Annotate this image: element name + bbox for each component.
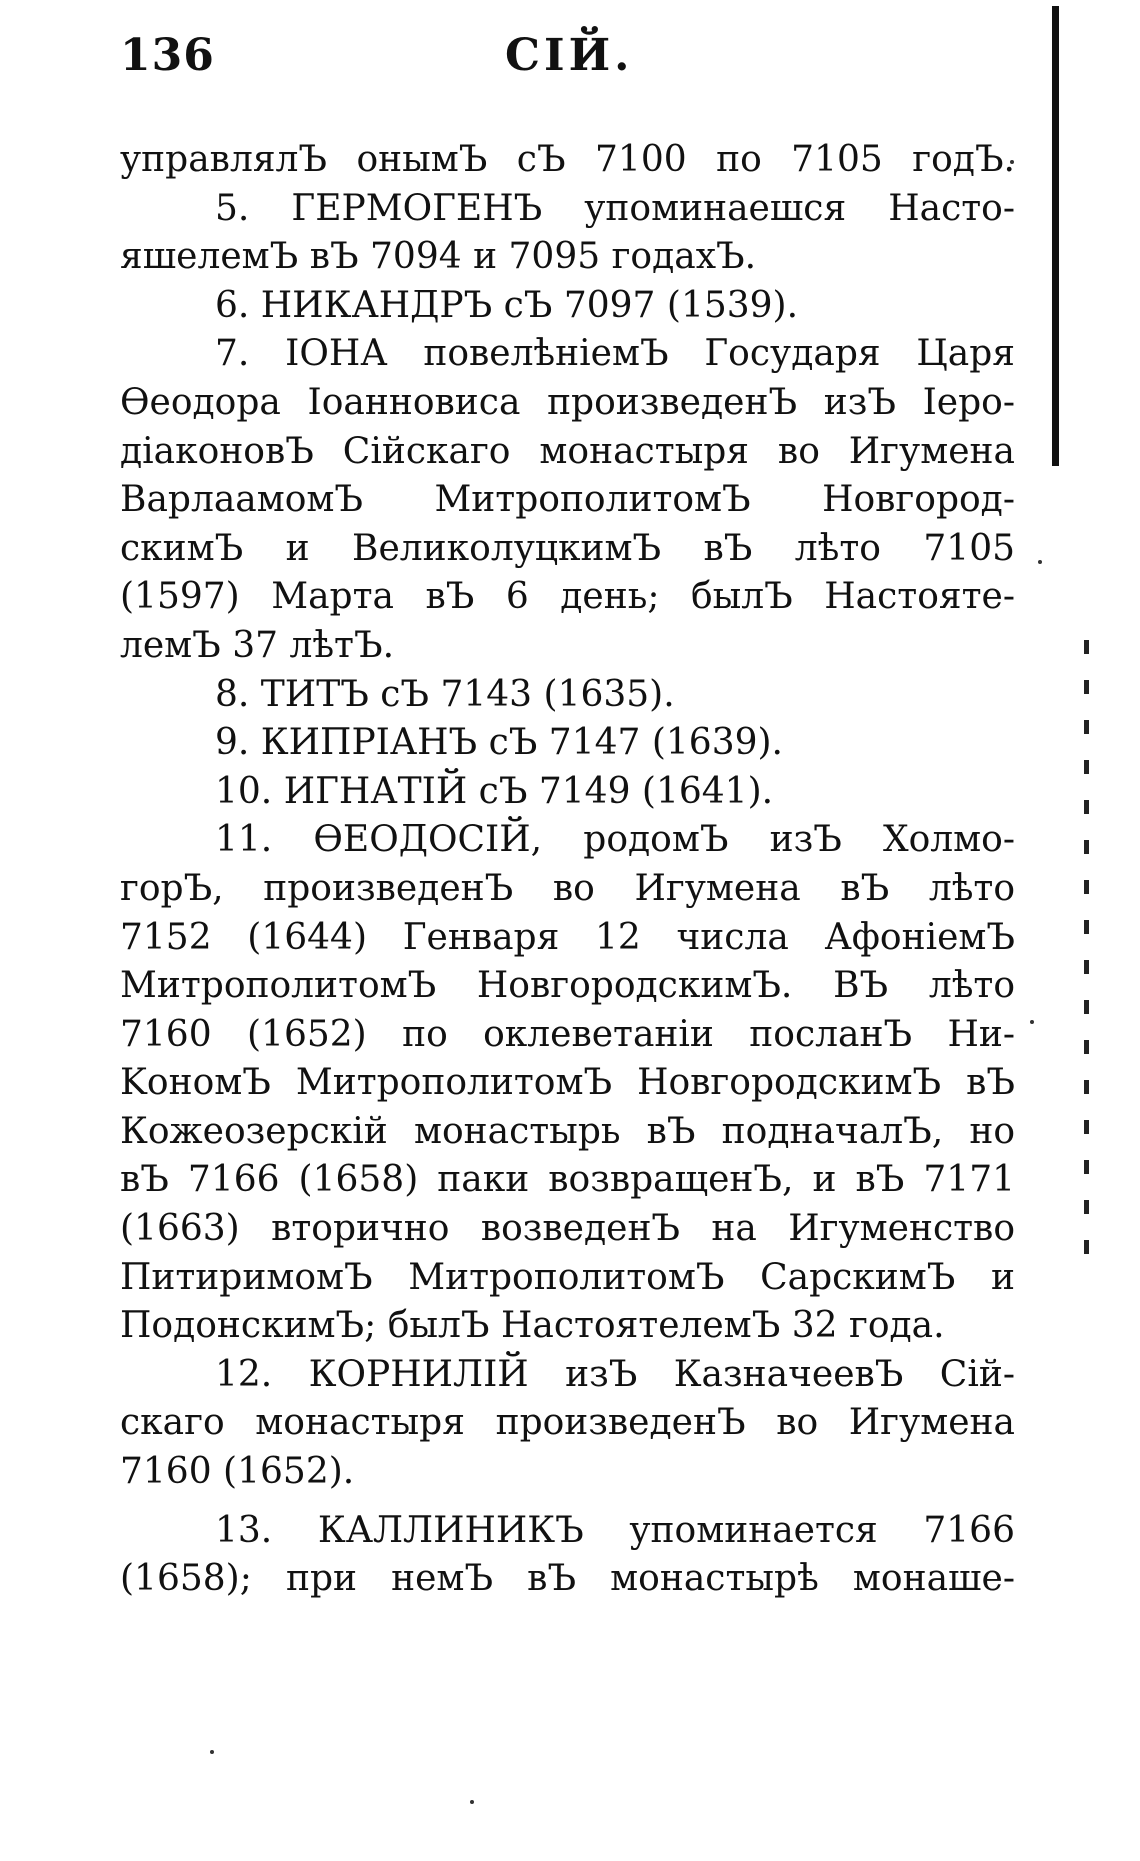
text-line: 7160 (1652) по оклеветаніи посланЪ Ни- bbox=[120, 1013, 1015, 1055]
text-line: ВарлаамомЪ МитрополитомЪ Новгород- bbox=[120, 479, 1015, 521]
text-line: лемЪ 37 лѣтЪ. bbox=[120, 624, 395, 666]
page-header bbox=[120, 30, 1020, 100]
text-line: 7. ІОНА повелѣніемЪ Государя Царя bbox=[215, 333, 1015, 375]
text-line: Кожеозерскій монастырь вЪ подначалЪ, но bbox=[120, 1110, 1015, 1152]
page-number: 136 bbox=[120, 30, 215, 81]
text-line: 7160 (1652). bbox=[120, 1451, 355, 1493]
scan-speck bbox=[1038, 560, 1042, 564]
text-line: (1597) Марта вЪ 6 день; былЪ Настояте- bbox=[120, 576, 1015, 618]
scan-speck bbox=[1030, 1020, 1034, 1024]
text-line: ПитиримомЪ МитрополитомЪ СарскимЪ и bbox=[120, 1256, 1015, 1298]
scan-speck bbox=[210, 1750, 214, 1754]
text-line: 13. КАЛЛИНИКЪ упоминается 7166 bbox=[215, 1509, 1015, 1551]
text-line: (1658); при немЪ вЪ монастырѣ монаше- bbox=[120, 1558, 1015, 1600]
text-line: горЪ, произведенЪ во Игумена вЪ лѣто bbox=[120, 867, 1015, 909]
scan-edge-shadow bbox=[1052, 6, 1059, 466]
text-line: скимЪ и ВеликолуцкимЪ вЪ лѣто 7105 bbox=[120, 527, 1015, 569]
text-line: 9. КИПРІАНЪ сЪ 7147 (1639). bbox=[215, 722, 784, 764]
text-line: 12. КОРНИЛІЙ изЪ КазначеевЪ Сій- bbox=[215, 1353, 1015, 1395]
text-line: МитрополитомЪ НовгородскимЪ. ВЪ лѣто bbox=[120, 965, 1015, 1007]
scan-speck bbox=[470, 1800, 474, 1804]
text-line: 7152 (1644) Генваря 12 числа АфоніемЪ bbox=[120, 916, 1015, 958]
paragraph-gap bbox=[120, 1497, 1015, 1507]
text-line: 6. НИКАНДРЪ сЪ 7097 (1539). bbox=[215, 284, 799, 326]
running-title: СІЙ. bbox=[505, 30, 634, 81]
text-line: Өеодора Іоанновиса произведенЪ изЪ Іеро- bbox=[120, 381, 1015, 423]
text-line: ПодонскимЪ; былЪ НастоятелемЪ 32 года. bbox=[120, 1305, 945, 1347]
text-line: вЪ 7166 (1658) паки возвращенЪ, и вЪ 7171 bbox=[120, 1159, 1015, 1201]
text-line: 10. ИГНАТІЙ сЪ 7149 (1641). bbox=[215, 770, 774, 812]
text-line: 8. ТИТЪ сЪ 7143 (1635). bbox=[215, 673, 675, 715]
body-text bbox=[120, 136, 1015, 1604]
text-line: яшелемЪ вЪ 7094 и 7095 годахЪ. bbox=[120, 236, 757, 278]
text-line: діаконовЪ Сійскаго монастыря во Игумена bbox=[120, 430, 1015, 472]
text-line: 5. ГЕРМОГЕНЪ упоминаешся Насто- bbox=[215, 187, 1015, 229]
text-line: управлялЪ онымЪ сЪ 7100 по 7105 годЪ. bbox=[120, 139, 1015, 180]
scan-edge-marks bbox=[1084, 640, 1089, 1280]
text-line: скаго монастыря произведенЪ во Игумена bbox=[120, 1402, 1015, 1444]
text-line: 11. ӨЕОДОСІЙ, родомЪ изЪ Холмо- bbox=[215, 819, 1015, 861]
text-line: (1663) вторично возведенЪ на Игуменство bbox=[120, 1208, 1015, 1250]
text-line: KономЪ МитрополитомЪ НовгородскимЪ вЪ bbox=[120, 1062, 1015, 1104]
